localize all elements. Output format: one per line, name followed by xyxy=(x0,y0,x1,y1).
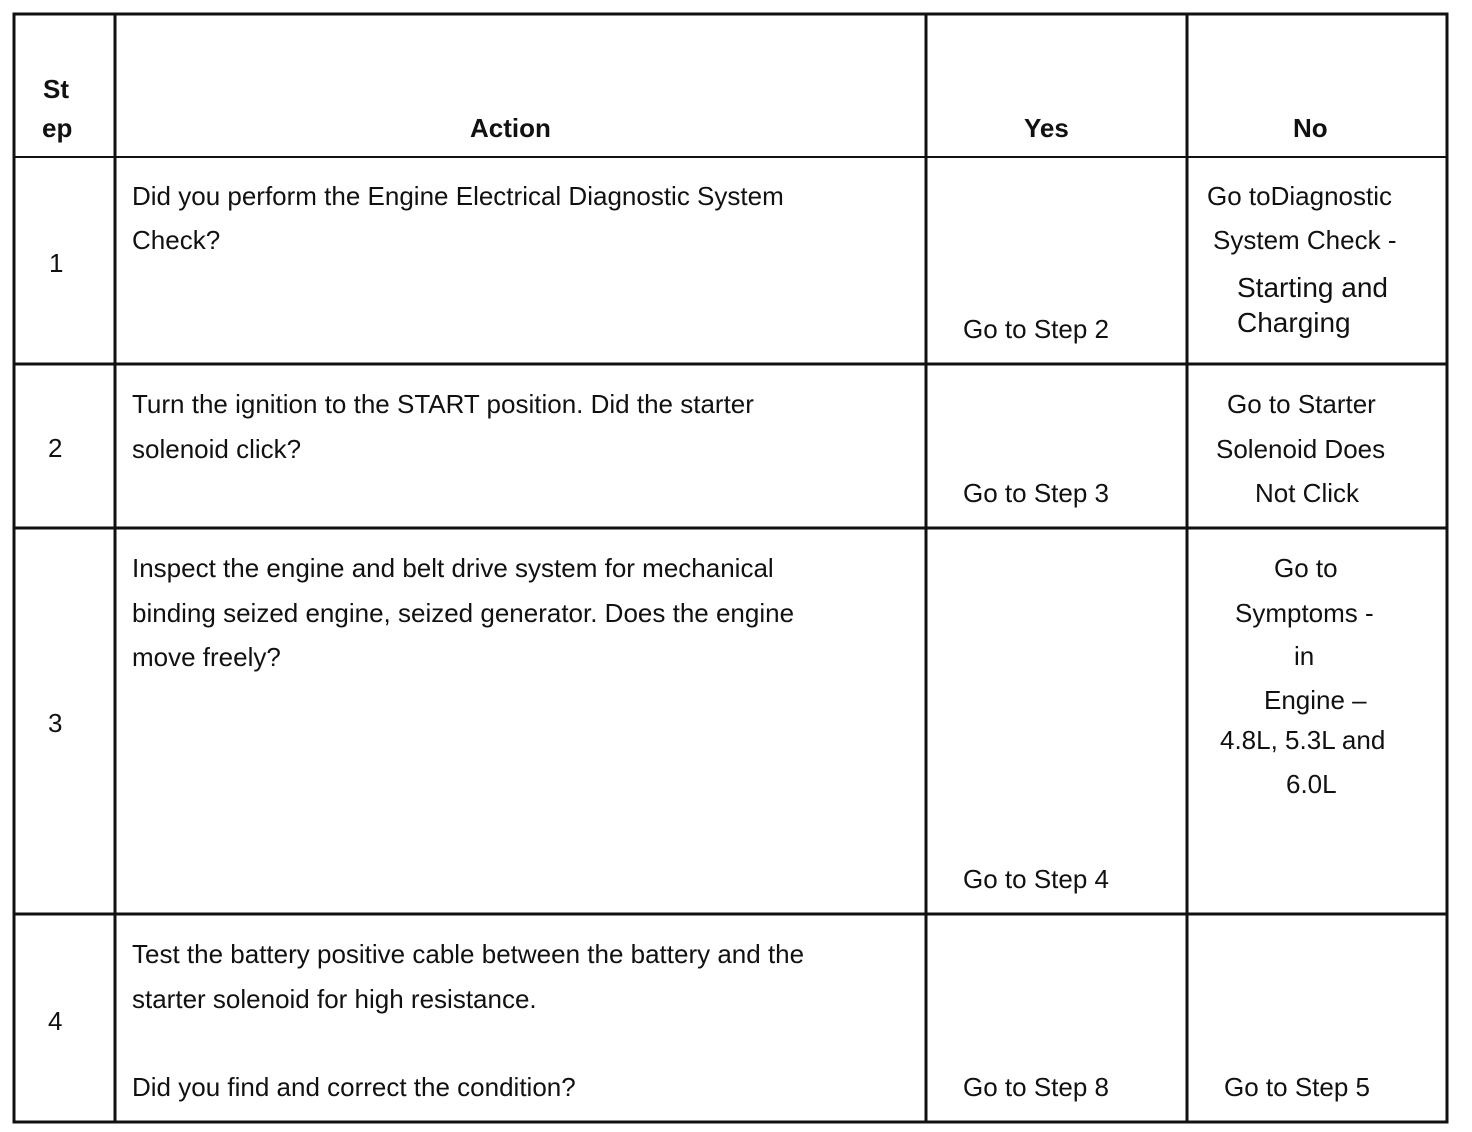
header-yes: Yes xyxy=(1024,113,1069,143)
no-result-line: in xyxy=(1294,641,1315,671)
no-result-line: System Check - xyxy=(1213,225,1397,255)
action-text-line: Did you perform the Engine Electrical Diagnostic System xyxy=(132,181,784,211)
no-result: Go to Step 5 xyxy=(1224,1072,1370,1102)
yes-result: Go to Step 2 xyxy=(963,314,1109,344)
step-number: 2 xyxy=(48,433,63,463)
no-result-line: 6.0L xyxy=(1286,769,1337,799)
no-result-line: Engine – xyxy=(1264,685,1367,715)
no-result-line: Solenoid Does xyxy=(1216,434,1386,464)
action-text-line: Turn the ignition to the START position. Did the starter xyxy=(132,389,754,419)
action-text-line: Test the battery positive cable between the battery and the xyxy=(132,939,805,969)
action-text-line: Check? xyxy=(132,225,221,255)
yes-result: Go to Step 3 xyxy=(963,478,1109,508)
no-result-line: Starting and xyxy=(1237,272,1388,303)
no-result-line: Symptoms - xyxy=(1235,598,1374,628)
yes-result: Go to Step 4 xyxy=(963,864,1109,894)
action-text-line: Inspect the engine and belt drive system for mechanical xyxy=(132,553,774,583)
action-text-line: solenoid click? xyxy=(132,434,302,464)
no-result-line: 4.8L, 5.3L and xyxy=(1220,725,1386,755)
action-text-line: move freely? xyxy=(132,642,281,672)
header-action: Action xyxy=(470,113,551,143)
no-result-line: Not Click xyxy=(1255,478,1360,508)
header-no: No xyxy=(1293,113,1328,143)
step-number: 4 xyxy=(48,1006,63,1036)
header-step-line1: St xyxy=(43,74,69,104)
action-text-line: binding seized engine, seized generator. Does the engine xyxy=(132,598,795,628)
step-number: 3 xyxy=(48,708,63,738)
no-result-line: Charging xyxy=(1237,307,1351,338)
header-step-line2: ep xyxy=(42,113,73,143)
no-result-line: Go toDiagnostic xyxy=(1207,181,1392,211)
action-text-line: Did you find and correct the condition? xyxy=(132,1072,576,1102)
no-result-line: Go to xyxy=(1274,553,1338,583)
action-text-line: starter solenoid for high resistance. xyxy=(132,984,537,1014)
yes-result: Go to Step 8 xyxy=(963,1072,1109,1102)
step-number: 1 xyxy=(49,248,64,278)
no-result-line: Go to Starter xyxy=(1227,389,1376,419)
